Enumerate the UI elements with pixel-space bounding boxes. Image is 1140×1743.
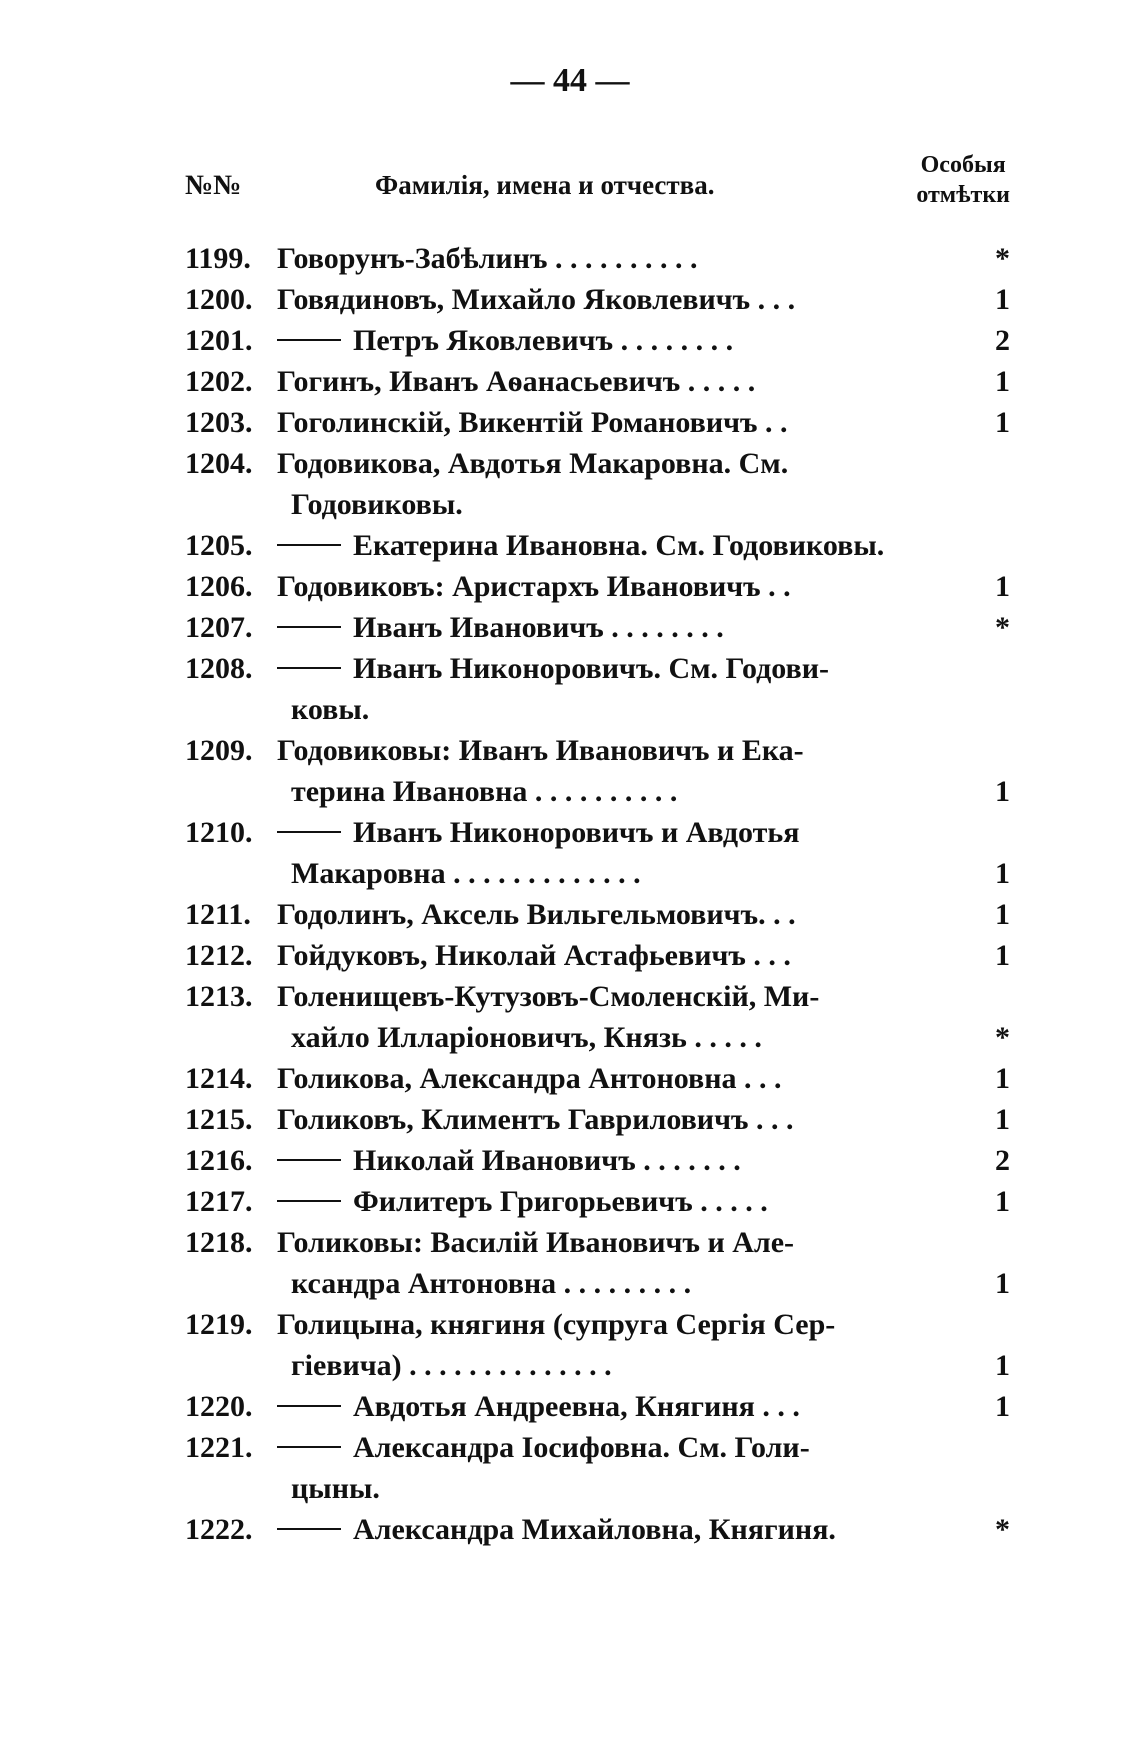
list-item (185, 443, 1010, 525)
entry-text-content: Годовиковъ: Аристархъ Ивановичъ . . (277, 570, 791, 603)
entry-number: 1218. (185, 1226, 253, 1259)
ditto-dash (277, 1528, 341, 1530)
entry-text-content: Петръ Яковлевичъ . . . . . . . . (353, 324, 734, 357)
entry-text (277, 279, 974, 320)
entry-note: 1 (995, 1390, 1010, 1423)
entry-continuation: гіевича) . . . . . . . . . . . . . . (291, 1349, 612, 1382)
entry-number: 1209. (185, 734, 253, 767)
entry-continuation: цыны. (291, 1472, 380, 1505)
entry-text (277, 1509, 974, 1550)
header-notes-line-2: отмѣтки (916, 182, 1010, 208)
entry-text-content: Голицына, княгиня (супруга Сергія Сер- (277, 1308, 836, 1341)
entry-text-content: Годолинъ, Аксель Вильгельмовичъ. . . (277, 898, 796, 931)
entry-number: 1211. (185, 898, 251, 931)
list-item (185, 1386, 1010, 1427)
entry-note: 1 (995, 1062, 1010, 1095)
list-item (185, 320, 1010, 361)
entry-text-content: Николай Ивановичъ . . . . . . . (353, 1144, 741, 1177)
entry-note: 1 (995, 365, 1010, 398)
entry-text-content: Иванъ Никонoровичъ. См. Годови- (353, 652, 830, 685)
page-number: — 44 — (510, 62, 630, 99)
list-item (185, 935, 1010, 976)
entry-text-content: Голикова, Александра Антоновна . . . (277, 1062, 782, 1095)
entry-note: 1 (995, 775, 1010, 808)
entry-text (277, 976, 974, 1017)
ditto-dash (277, 667, 341, 669)
ditto-dash (277, 339, 341, 341)
entry-note: * (995, 1513, 1010, 1546)
entry-number: 1221. (185, 1431, 253, 1464)
list-item (185, 402, 1010, 443)
list-item (185, 607, 1010, 648)
ditto-dash (277, 626, 341, 628)
entry-number: 1207. (185, 611, 253, 644)
list-item (185, 812, 1010, 894)
entry-text (277, 1222, 974, 1263)
entry-text (277, 935, 974, 976)
entry-text-content: Иванъ Ивановичъ . . . . . . . . (353, 611, 724, 644)
entry-continuation: ковы. (291, 693, 370, 726)
list-item (185, 1304, 1010, 1386)
list-item (185, 976, 1010, 1058)
entry-note: 1 (995, 857, 1010, 890)
ditto-dash (277, 544, 341, 546)
entry-text-content: Голенищевъ-Кутузовъ-Смоленскій, Ми- (277, 980, 820, 1013)
entry-text (277, 525, 974, 566)
list-item (185, 279, 1010, 320)
list-item (185, 730, 1010, 812)
list-item (185, 1427, 1010, 1509)
entry-continuation: Макаровна . . . . . . . . . . . . . (291, 857, 641, 890)
entry-number: 1216. (185, 1144, 253, 1177)
list-item (185, 238, 1010, 279)
ditto-dash (277, 1200, 341, 1202)
entry-note: * (995, 611, 1010, 644)
entry-number: 1215. (185, 1103, 253, 1136)
entry-text-content: Гоголинскій, Викентій Романовичъ . . (277, 406, 788, 439)
entry-number: 1200. (185, 283, 253, 316)
entry-number: 1217. (185, 1185, 253, 1218)
ditto-dash (277, 1159, 341, 1161)
entry-text (277, 1140, 974, 1181)
entry-number: 1212. (185, 939, 253, 972)
list-item (185, 566, 1010, 607)
list-item (185, 1140, 1010, 1181)
entry-text (277, 566, 974, 607)
entry-text-content: Гогинъ, Иванъ Аѳанасьевичъ . . . . . (277, 365, 756, 398)
entry-text (277, 1304, 974, 1345)
entry-text-content: Гойдуковъ, Николай Астафьевичъ . . . (277, 939, 791, 972)
entry-text-content: Екатерина Ивановна. См. Годовиковы. (353, 529, 885, 562)
list-item (185, 1058, 1010, 1099)
entry-text-content: Годовикова, Авдотья Макаровна. См. (277, 447, 789, 480)
entry-note: 1 (995, 570, 1010, 603)
entry-note: 2 (995, 1144, 1010, 1177)
ditto-dash (277, 1405, 341, 1407)
entry-note: * (995, 242, 1010, 275)
entry-text-content: Голиковы: Василій Ивановичъ и Але- (277, 1226, 795, 1259)
entry-number: 1222. (185, 1513, 253, 1546)
entry-note: 2 (995, 324, 1010, 357)
entry-number: 1210. (185, 816, 253, 849)
entry-note: 1 (995, 898, 1010, 931)
entry-number: 1208. (185, 652, 253, 685)
ditto-dash (277, 1446, 341, 1448)
entry-note: 1 (995, 406, 1010, 439)
entry-text (277, 730, 974, 771)
header-notes-label (916, 150, 1010, 210)
entry-text (277, 1099, 974, 1140)
list-item (185, 648, 1010, 730)
entry-number: 1206. (185, 570, 253, 603)
entry-text-content: Годовиковы: Иванъ Ивановичъ и Ека- (277, 734, 804, 767)
entry-note: 1 (995, 939, 1010, 972)
list-item (185, 361, 1010, 402)
entry-number: 1219. (185, 1308, 253, 1341)
entry-text-content: Филитеръ Григорьевичъ . . . . . (353, 1185, 768, 1218)
entry-text (277, 238, 974, 279)
header-names-label: Фамилія, имена и отчества. (375, 170, 715, 200)
list-item (185, 894, 1010, 935)
entry-note: 1 (995, 1103, 1010, 1136)
entry-text-content: Говядиновъ, Михайло Яковлевичъ . . . (277, 283, 796, 316)
list-item (185, 1222, 1010, 1304)
entry-text (277, 812, 974, 853)
header-notes-line-1: Особыя (920, 152, 1006, 178)
entry-note: 1 (995, 1185, 1010, 1218)
entry-text (277, 1427, 974, 1468)
entry-text (277, 1181, 974, 1222)
entry-number: 1203. (185, 406, 253, 439)
entry-text-content: Иванъ Никонoровичъ и Авдотья (353, 816, 800, 849)
entry-note: 1 (995, 1349, 1010, 1382)
entry-text (277, 402, 974, 443)
entry-number: 1213. (185, 980, 253, 1013)
entry-number: 1202. (185, 365, 253, 398)
entry-text (277, 1386, 974, 1427)
list-item (185, 1181, 1010, 1222)
entry-text-content: Говорунъ-Забѣлинъ . . . . . . . . . . (277, 242, 698, 275)
list-item (185, 1099, 1010, 1140)
entry-text-content: Александра Іосифовна. См. Голи- (353, 1431, 810, 1464)
entry-text (277, 361, 974, 402)
entry-continuation: терина Ивановна . . . . . . . . . . (291, 775, 678, 808)
entry-note: 1 (995, 1267, 1010, 1300)
entry-number: 1204. (185, 447, 253, 480)
entry-text (277, 443, 974, 484)
entry-number: 1205. (185, 529, 253, 562)
entry-number: 1201. (185, 324, 253, 357)
entry-list (185, 238, 1010, 1550)
entry-text (277, 320, 974, 361)
ditto-dash (277, 831, 341, 833)
entry-number: 1214. (185, 1062, 253, 1095)
entry-text (277, 607, 974, 648)
entry-continuation: хайло Илларіоновичъ, Князь . . . . . (291, 1021, 762, 1054)
entry-note: 1 (995, 283, 1010, 316)
entry-note: * (995, 1021, 1010, 1054)
entry-text (277, 1058, 974, 1099)
entry-continuation: ксандра Антоновна . . . . . . . . . (291, 1267, 692, 1300)
entry-text-content: Авдотья Андреевна, Княгиня . . . (353, 1390, 800, 1423)
entry-number: 1199. (185, 242, 251, 275)
entry-number: 1220. (185, 1390, 253, 1423)
list-item (185, 525, 1010, 566)
entry-text (277, 894, 974, 935)
entry-text-content: Александра Михайловна, Княгиня. (353, 1513, 836, 1546)
list-item (185, 1509, 1010, 1550)
header-number-label: №№ (185, 170, 242, 201)
column-header (185, 150, 1010, 220)
entry-text-content: Голиковъ, Климентъ Гавриловичъ . . . (277, 1103, 794, 1136)
entry-continuation: Годовиковы. (291, 488, 463, 521)
entry-text (277, 648, 974, 689)
